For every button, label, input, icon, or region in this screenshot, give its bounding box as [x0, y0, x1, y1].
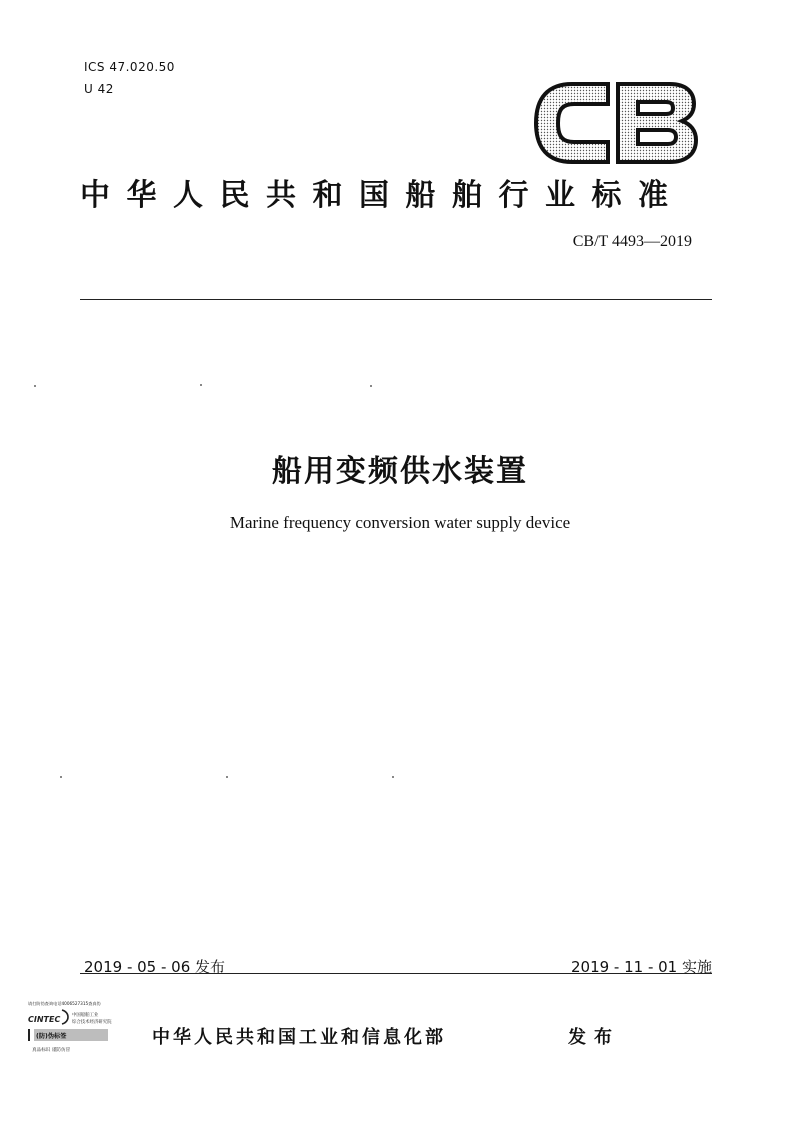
stamp-hotline: 请打防伪查询电话4006527315查真伪 [28, 1001, 101, 1006]
implementation-date: 2019 - 11 - 01 实施 [570, 958, 712, 976]
scan-speck [392, 776, 394, 778]
stamp-label: (防)伪标签 [36, 1033, 67, 1040]
stamp-org-line2: 综合技术经济研究院 [72, 1020, 112, 1025]
scan-speck [200, 384, 202, 386]
scan-speck [34, 385, 36, 387]
stamp-brand: CINTEC [28, 1015, 61, 1024]
scan-speck [370, 385, 372, 387]
ics-code: ICS 47.020.50 [84, 60, 175, 74]
org-title: 中华人民共和国船舶行业标准 [80, 178, 685, 213]
cb-logo-icon [528, 80, 698, 166]
issue-label: 发布 [568, 1027, 620, 1048]
stamp-footer: 真品标识 谨防仿冒 [32, 1048, 71, 1053]
bottom-divider [80, 973, 712, 974]
issuing-authority: 中华人民共和国工业和信息化部 [152, 1027, 446, 1048]
top-divider [80, 299, 712, 300]
scan-speck [226, 776, 228, 778]
stamp-bar-icon [28, 1029, 30, 1041]
anti-counterfeit-stamp [26, 996, 126, 1060]
document-title-en: Marine frequency conversion water supply device [229, 513, 571, 532]
scan-speck [60, 776, 62, 778]
document-title-zh: 船用变频供水装置 [272, 454, 528, 489]
issue-date: 2019 - 05 - 06 发布 [84, 958, 226, 976]
standard-number: CB/T 4493—2019 [572, 233, 692, 250]
ccs-code: U 42 [84, 82, 114, 96]
stamp-org-line1: 中国船舶工业 [72, 1013, 99, 1018]
